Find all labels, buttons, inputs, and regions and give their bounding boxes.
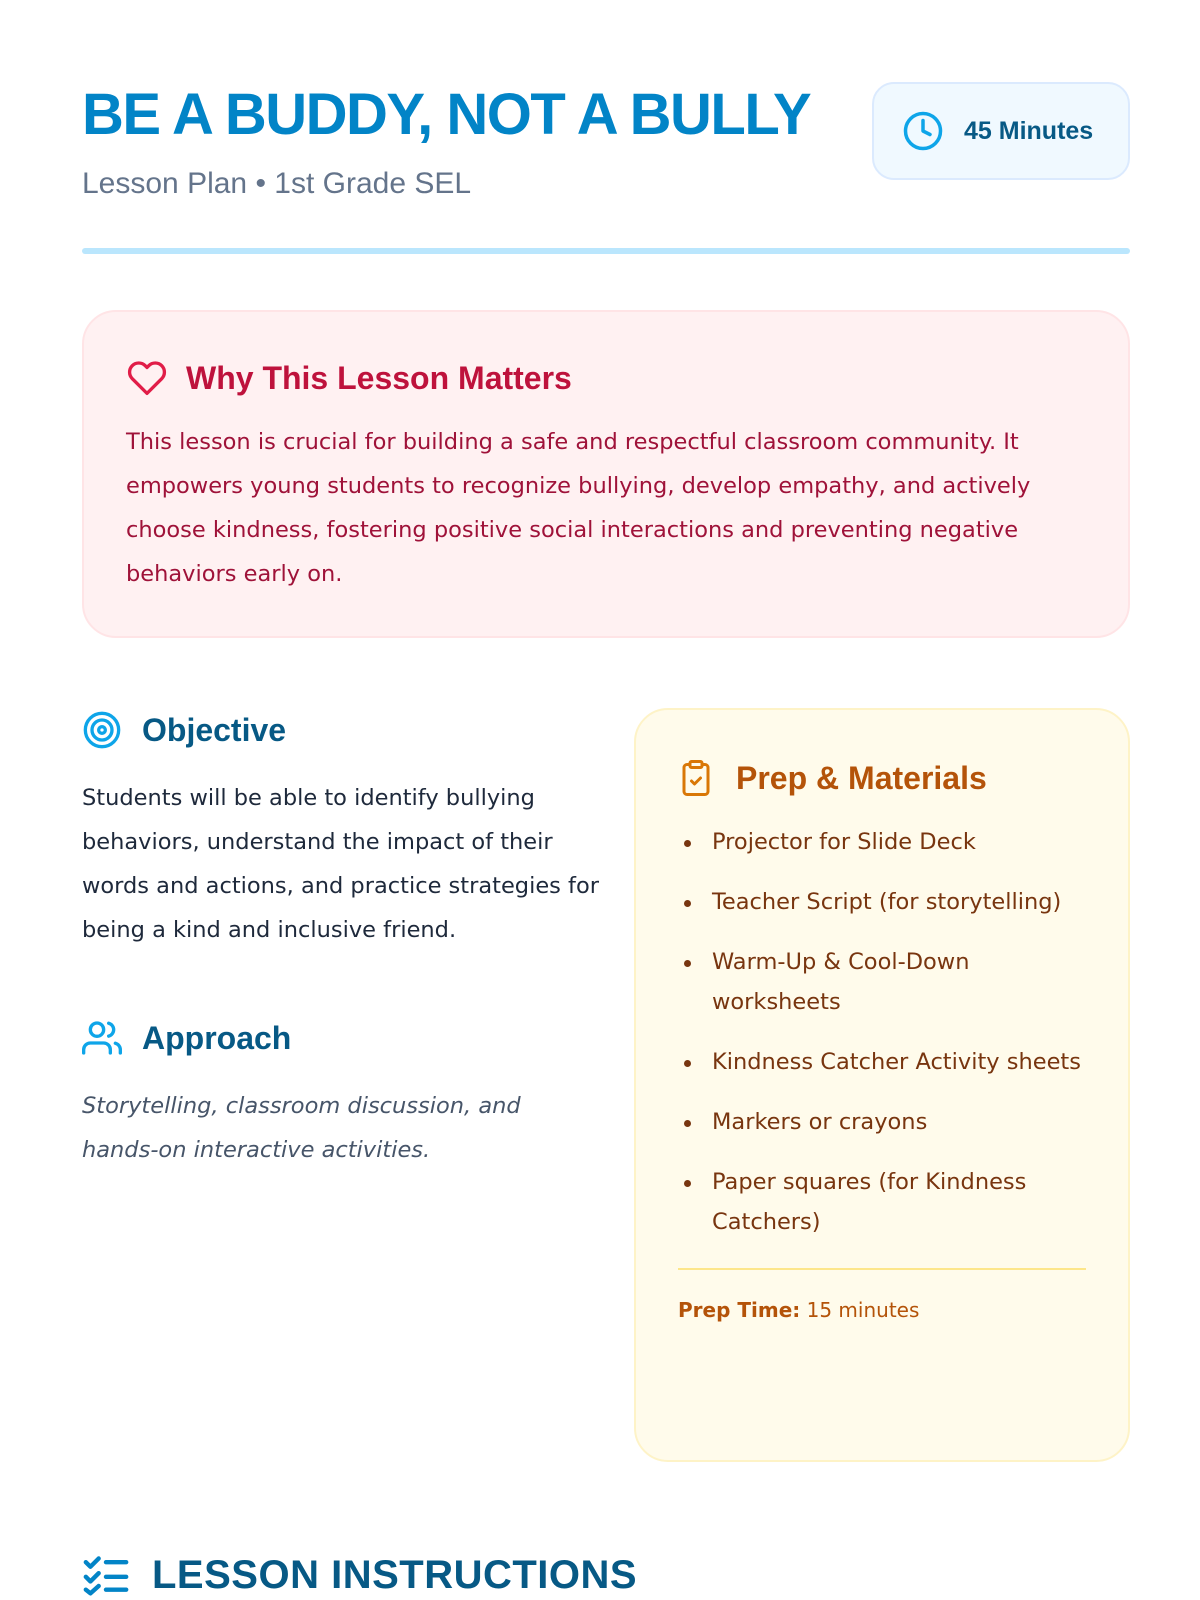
list-item: Projector for Slide Deck [678, 822, 1086, 862]
users-icon [82, 1018, 122, 1058]
why-card-title: Why This Lesson Matters [186, 359, 572, 396]
lesson-instructions-heading [82, 1550, 637, 1600]
why-card-heading [126, 356, 1086, 400]
objective-heading [82, 708, 602, 752]
prep-time [678, 1298, 1086, 1322]
prep-heading [678, 756, 1086, 800]
duration-label: 45 Minutes [964, 116, 1094, 145]
materials-list [678, 822, 1086, 1242]
why-this-lesson-matters-card [82, 310, 1130, 638]
approach-section [82, 1016, 602, 1172]
clock-icon [902, 110, 944, 152]
target-icon [82, 710, 122, 750]
why-card-text: This lesson is crucial for building a safe and respectful classroom community. It empowers young students to recognize bullying, develop empathy, and actively choose kindness, fostering positive social interactions and preventing negative behaviors early on. [126, 429, 1031, 587]
header-divider [82, 248, 1130, 254]
list-item: Warm-Up & Cool-Down worksheets [678, 942, 1086, 1022]
objective-title: Objective [142, 711, 287, 748]
prep-title: Prep & Materials [736, 759, 987, 796]
prep-time-value: 15 minutes [806, 1298, 920, 1322]
page-subtitle: Lesson Plan • 1st Grade SEL [82, 167, 472, 200]
list-item: Teacher Script (for storytelling) [678, 882, 1086, 922]
lesson-instructions-title: LESSON INSTRUCTIONS [152, 1552, 638, 1597]
prep-materials-card [634, 708, 1130, 1462]
list-item: Kindness Catcher Activity sheets [678, 1042, 1086, 1082]
page-title: BE A BUDDY, NOT A BULLY [82, 82, 811, 147]
approach-title: Approach [142, 1019, 292, 1056]
duration-badge [872, 82, 1130, 180]
prep-divider [678, 1268, 1086, 1270]
heart-icon [126, 358, 168, 398]
clipboard-check-icon [678, 758, 714, 798]
list-checks-icon [82, 1553, 130, 1597]
lesson-header [82, 80, 1130, 256]
approach-heading [82, 1016, 602, 1060]
objective-text: Students will be able to identify bullying behaviors, understand the impact of their words and actions, and practice strategies for being a kind and inclusive friend. [82, 785, 599, 943]
list-item: Markers or crayons [678, 1102, 1086, 1142]
objective-approach-column [82, 708, 602, 1172]
list-item: Paper squares (for Kindness Catchers) [678, 1162, 1086, 1242]
approach-text: Storytelling, classroom discussion, and hands-on interactive activities. [82, 1093, 521, 1163]
prep-time-label: Prep Time: [678, 1298, 801, 1322]
